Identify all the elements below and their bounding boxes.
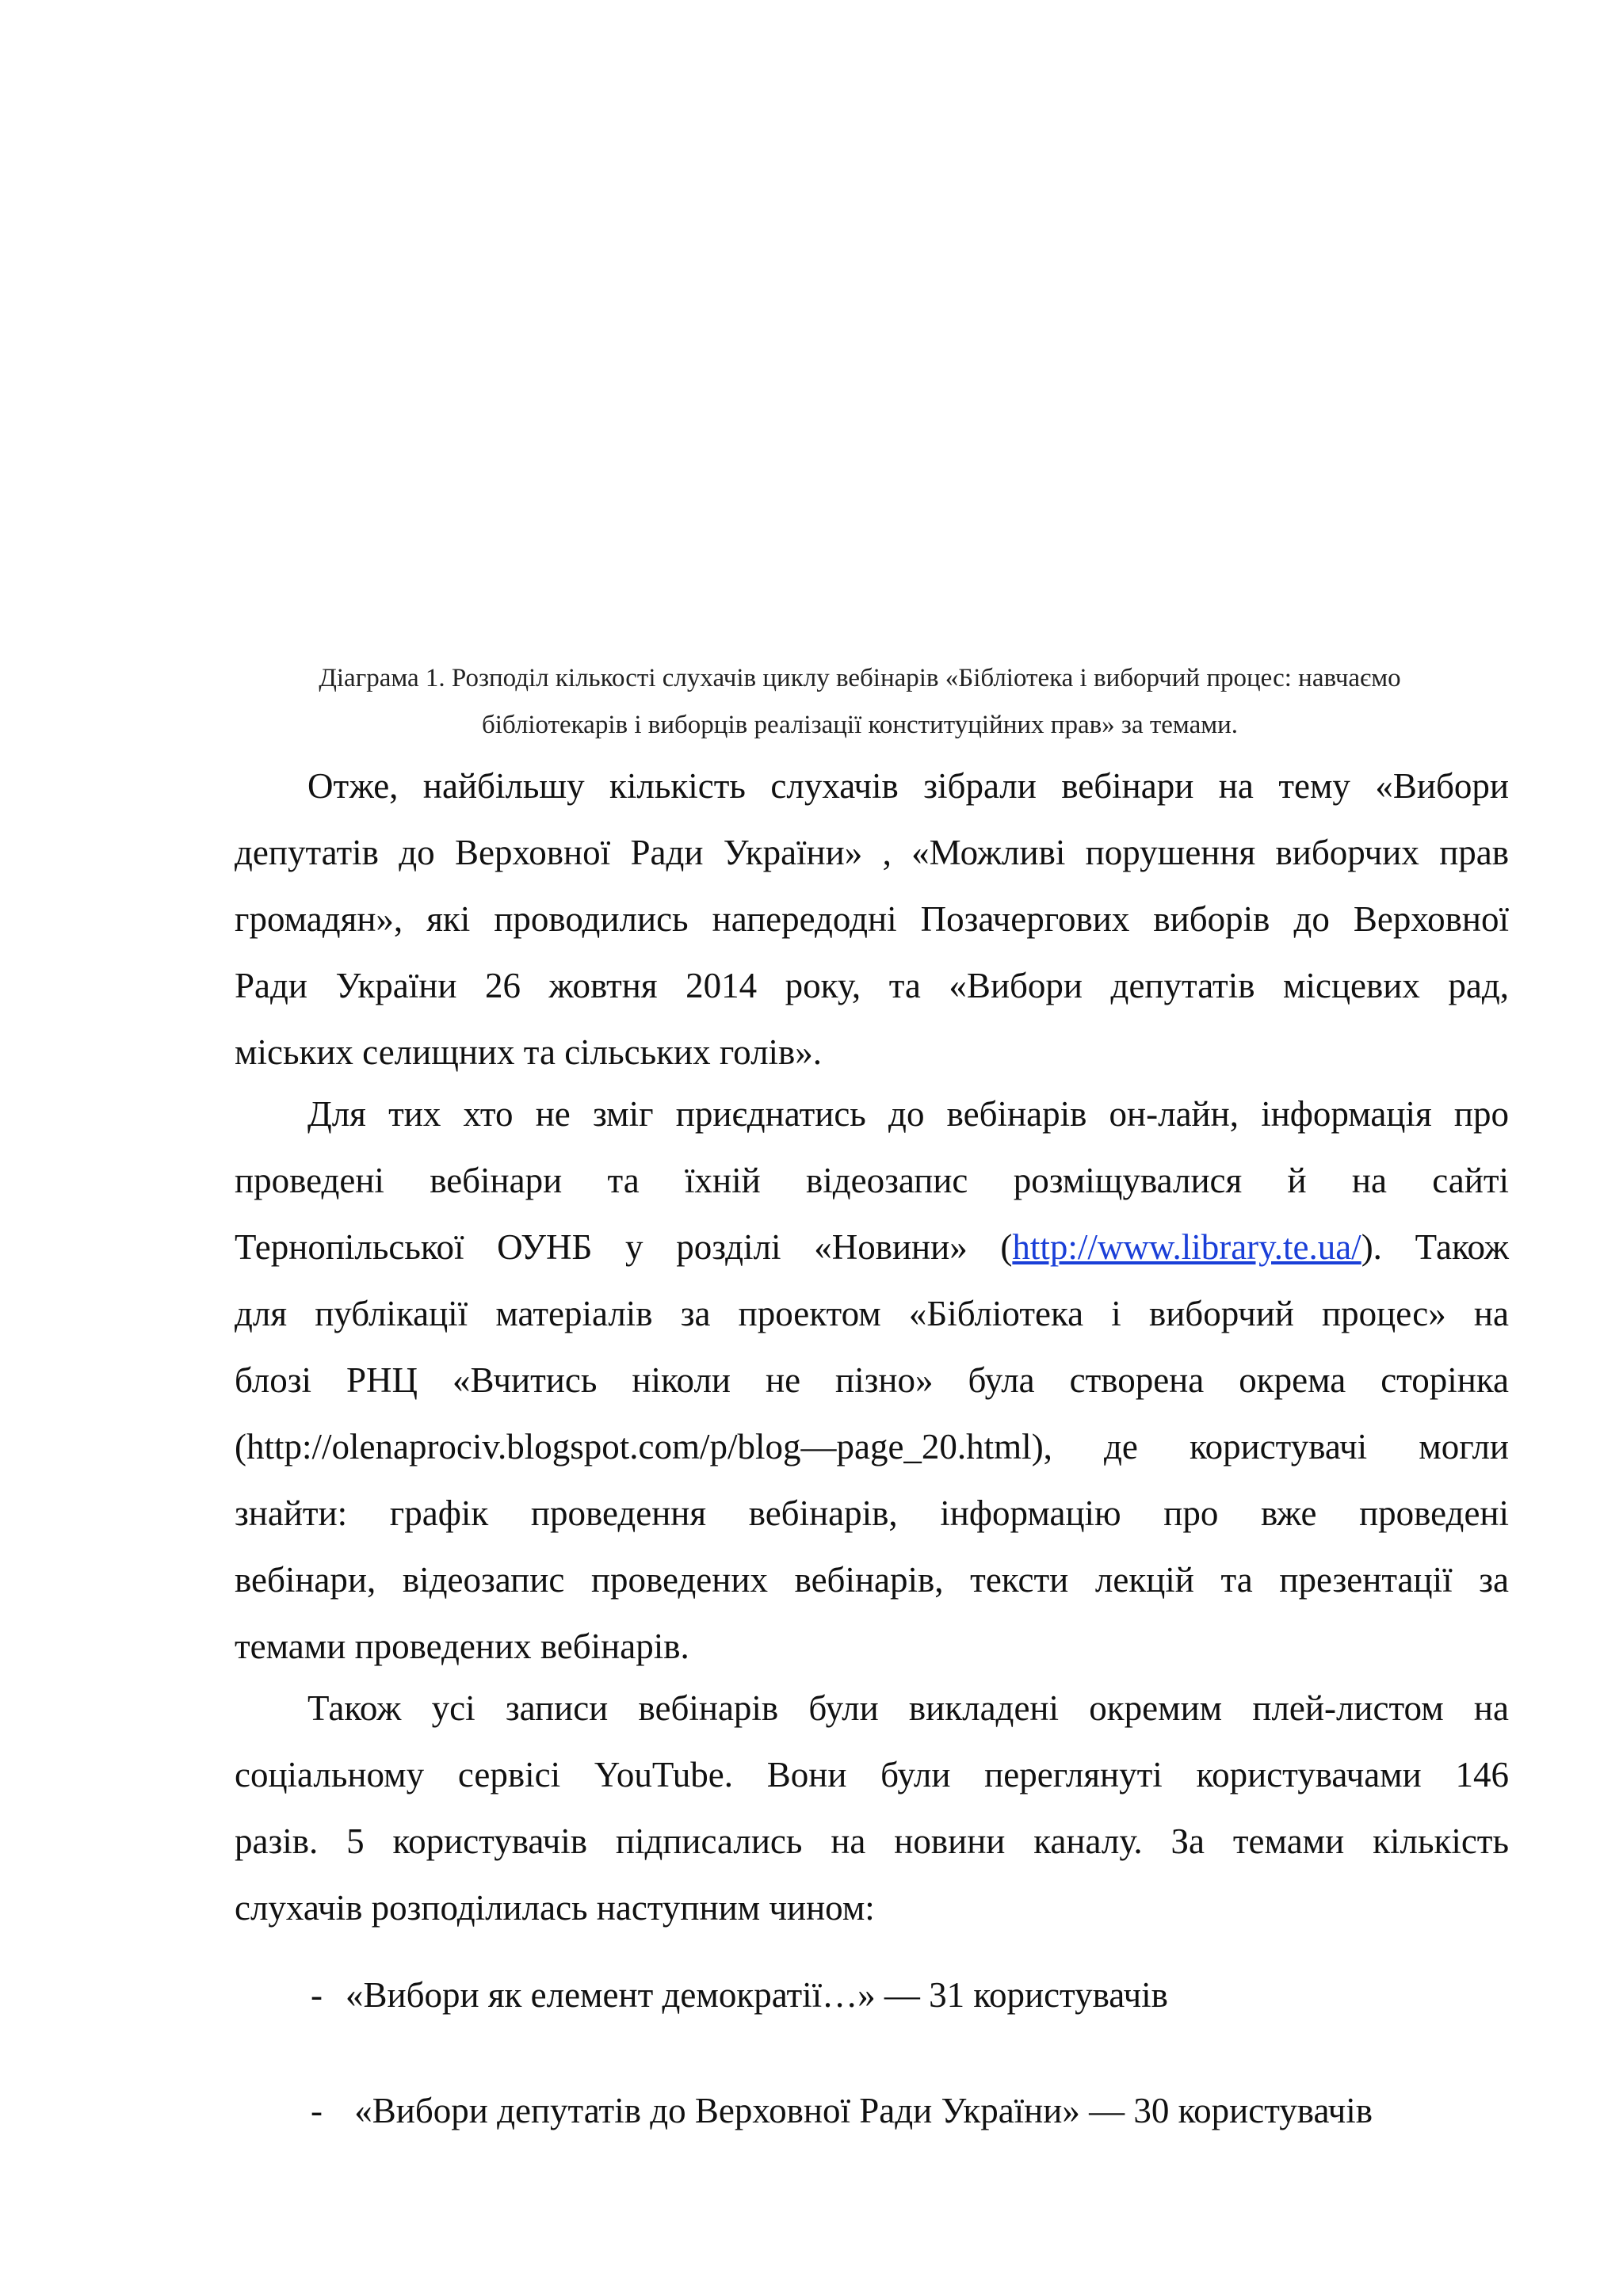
list-item-text: «Вибори депутатів до Верховної Ради України» — 30 користувачів xyxy=(346,2091,1373,2130)
list-item xyxy=(311,1971,1168,2019)
text-line: депутатів до Верховної Ради України» , «Можливі порушення виборчих прав xyxy=(235,833,1509,872)
text-line: слухачів розподілилась наступним чином: xyxy=(235,1888,875,1928)
text-line: Також усі записи вебінарів були викладені окремим плей-листом на xyxy=(307,1688,1509,1728)
text-line: громадян», які проводились напередодні Позачергових виборів до Верховної xyxy=(235,899,1509,939)
list-dash: - xyxy=(311,1975,323,2015)
list-item xyxy=(311,2087,1373,2134)
paragraph-youtube xyxy=(235,1675,1509,1941)
paragraph-most-listeners xyxy=(235,753,1509,1085)
list-item-text: «Вибори як елемент демократії…» — 31 користувачів xyxy=(346,1975,1168,2015)
text-line: (http://olenaprociv.blogspot.com/p/blog—page_20.html), де користувачі могли xyxy=(235,1427,1509,1466)
text-line: для публікації матеріалів за проектом «Бібліотека і виборчий процес» на xyxy=(235,1294,1509,1333)
list-dash: - xyxy=(311,2091,323,2130)
text-fragment: Тернопільської ОУНБ у розділі «Новини» ( xyxy=(235,1227,1013,1267)
text-line: знайти: графік проведення вебінарів, інформацію про вже проведені xyxy=(235,1493,1509,1533)
text-line: Отже, найбільшу кількість слухачів зібрали вебінари на тему «Вибори xyxy=(307,766,1509,806)
figure-caption-line-1: Діаграма 1. Розподіл кількості слухачів циклу вебінарів «Бібліотека і виборчий процес: навчаємо xyxy=(319,664,1401,692)
text-line: міських селищних та сільських голів». xyxy=(235,1032,823,1072)
text-line: соціальному сервісі YouTube. Вони були переглянуті користувачами 146 xyxy=(235,1755,1509,1794)
text-line: Для тих хто не зміг приєднатись до вебінарів он-лайн, інформація про xyxy=(307,1094,1509,1134)
text-line: темами проведених вебінарів. xyxy=(235,1627,689,1666)
figure-caption-line-2: бібліотекарів і виборців реалізації конституційних прав» за темами. xyxy=(481,711,1239,739)
paragraph-online-resources xyxy=(235,1081,1509,1680)
text-line: блозі РНЦ «Вчитись ніколи не пізно» була створена окрема сторінка xyxy=(235,1360,1509,1400)
text-line: Ради України 26 жовтня 2014 року, та «Вибори депутатів місцевих рад, xyxy=(235,966,1509,1005)
text-fragment: ). Також xyxy=(1361,1227,1509,1267)
library-website-link[interactable]: http://www.library.te.ua/ xyxy=(1012,1227,1361,1267)
text-line: вебінари, відеозапис проведених вебінарів, тексти лекцій та презентації за xyxy=(235,1560,1509,1600)
text-line: разів. 5 користувачів підписались на новини каналу. За темами кількість xyxy=(235,1821,1509,1861)
text-line: проведені вебінари та їхній відеозапис розміщувалися й на сайті xyxy=(235,1161,1509,1200)
text-line-with-link xyxy=(235,1214,1509,1280)
